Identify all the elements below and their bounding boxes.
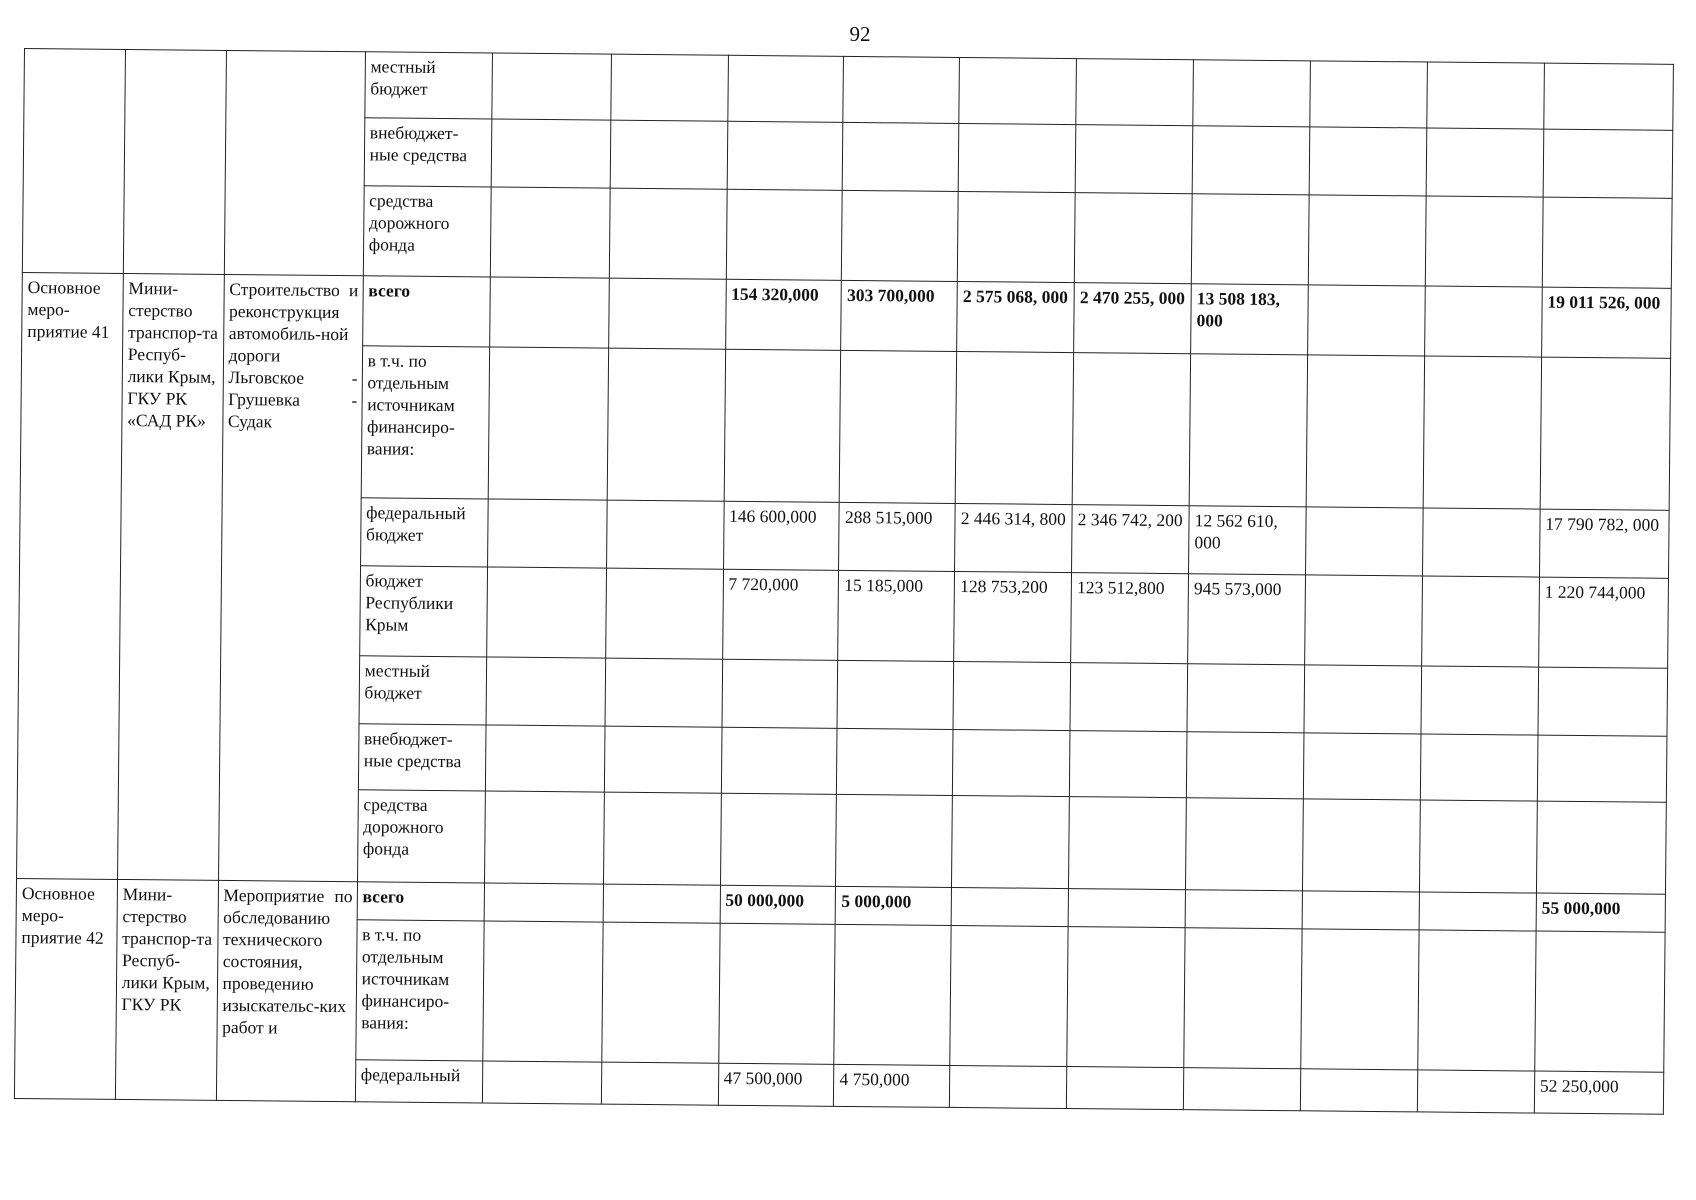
value-cell: 128 753,200 bbox=[954, 571, 1072, 662]
table-row bbox=[24, 49, 1674, 131]
value-cell bbox=[1419, 892, 1536, 931]
value-cell bbox=[842, 190, 959, 281]
status-cell bbox=[22, 49, 125, 274]
value-cell bbox=[1427, 62, 1545, 129]
budget-table bbox=[14, 48, 1674, 1115]
executor-cell: Мини-стерство транспор-та Респуб-лики Крым, ГКУ РК «САД РК» bbox=[117, 273, 224, 880]
event-name-cell bbox=[224, 50, 365, 275]
value-cell bbox=[1309, 127, 1427, 196]
value-cell bbox=[1305, 575, 1423, 666]
value-cell bbox=[1069, 797, 1187, 890]
value-cell bbox=[491, 53, 611, 120]
value-cell bbox=[601, 922, 719, 1063]
value-cell bbox=[1076, 59, 1194, 126]
source-cell: внебюджет-ные средства bbox=[358, 724, 486, 791]
value-cell bbox=[724, 349, 841, 502]
value-cell bbox=[727, 121, 844, 190]
value-cell bbox=[951, 887, 1068, 926]
value-cell bbox=[1538, 667, 1668, 736]
event-name-cell: Строительство и реконструкция автомобиль-ной дороги Льговское - Грушевка - Судак bbox=[218, 274, 363, 881]
value-cell bbox=[837, 660, 954, 729]
source-cell: средства дорожного фонда bbox=[357, 790, 485, 883]
value-cell bbox=[1544, 63, 1674, 130]
value-cell: 17 790 782, 000 bbox=[1539, 509, 1669, 578]
value-cell bbox=[610, 54, 728, 121]
value-cell bbox=[488, 347, 608, 500]
value-cell bbox=[950, 925, 1068, 1066]
value-cell bbox=[1184, 928, 1302, 1069]
value-cell: 4 750,000 bbox=[834, 1064, 950, 1107]
value-cell bbox=[1422, 576, 1540, 667]
value-cell bbox=[1183, 1068, 1300, 1111]
value-cell: 123 512,800 bbox=[1071, 573, 1189, 664]
value-cell bbox=[1537, 735, 1667, 802]
value-cell bbox=[610, 120, 728, 189]
value-cell bbox=[834, 924, 951, 1065]
value-cell bbox=[491, 119, 611, 188]
value-cell bbox=[1304, 665, 1422, 734]
value-cell bbox=[843, 56, 960, 123]
value-cell: 12 562 610, 000 bbox=[1189, 506, 1307, 575]
value-cell bbox=[1423, 356, 1541, 509]
value-cell bbox=[1191, 194, 1309, 285]
value-cell: 146 600,000 bbox=[723, 501, 840, 570]
value-cell bbox=[1542, 197, 1672, 288]
value-cell bbox=[1303, 733, 1421, 800]
value-cell bbox=[1067, 1067, 1184, 1110]
value-cell bbox=[1301, 929, 1419, 1070]
value-cell bbox=[722, 659, 839, 728]
value-cell: 288 515,000 bbox=[839, 502, 956, 571]
table-row bbox=[22, 272, 1672, 358]
value-cell bbox=[721, 727, 838, 794]
value-cell bbox=[1425, 196, 1543, 287]
source-cell: федеральный бюджет bbox=[360, 498, 488, 567]
executor-cell: Мини-стерство транспор-та Респуб-лики Крым, ГКУ РК bbox=[115, 879, 218, 1100]
value-cell bbox=[1187, 664, 1305, 733]
value-cell: 2 470 255, 000 bbox=[1074, 283, 1192, 354]
value-cell: 945 573,000 bbox=[1188, 574, 1306, 665]
source-cell: местный бюджет bbox=[365, 52, 493, 119]
value-cell bbox=[958, 123, 1076, 192]
value-cell bbox=[1193, 60, 1311, 127]
value-cell: 50 000,000 bbox=[720, 885, 836, 924]
value-cell bbox=[952, 795, 1070, 888]
value-cell: 19 011 526, 000 bbox=[1541, 287, 1671, 358]
value-cell bbox=[1075, 125, 1193, 194]
value-cell bbox=[1535, 931, 1665, 1072]
value-cell bbox=[482, 921, 602, 1062]
value-cell bbox=[1418, 930, 1536, 1071]
value-cell bbox=[603, 884, 720, 923]
value-cell bbox=[1186, 798, 1304, 891]
value-cell bbox=[1540, 357, 1671, 510]
value-cell bbox=[1425, 286, 1543, 357]
value-cell bbox=[1422, 508, 1540, 577]
value-cell bbox=[955, 351, 1073, 504]
source-cell: внебюджет-ные средства bbox=[364, 118, 492, 187]
value-cell bbox=[1070, 731, 1188, 798]
value-cell bbox=[1302, 799, 1420, 892]
value-cell bbox=[1543, 129, 1673, 198]
value-cell bbox=[1186, 732, 1304, 799]
value-cell bbox=[1306, 355, 1424, 508]
value-cell bbox=[720, 793, 837, 886]
value-cell bbox=[1420, 734, 1538, 801]
value-cell bbox=[607, 348, 725, 501]
value-cell bbox=[953, 729, 1071, 796]
value-cell bbox=[484, 883, 603, 922]
value-cell bbox=[950, 1065, 1067, 1108]
value-cell: 47 500,000 bbox=[718, 1063, 834, 1106]
value-cell: 7 720,000 bbox=[722, 569, 839, 660]
value-cell bbox=[1419, 800, 1537, 893]
value-cell bbox=[1421, 666, 1539, 735]
value-cell bbox=[485, 725, 605, 792]
value-cell: 2 446 314, 800 bbox=[955, 503, 1073, 572]
value-cell bbox=[604, 726, 722, 793]
value-cell: 154 320,000 bbox=[725, 279, 842, 350]
value-cell bbox=[1310, 61, 1428, 128]
value-cell bbox=[1068, 889, 1185, 928]
value-cell bbox=[1067, 927, 1185, 1068]
value-cell bbox=[959, 57, 1077, 124]
value-cell bbox=[1536, 801, 1666, 894]
value-cell bbox=[836, 794, 953, 887]
source-cell: местный бюджет bbox=[359, 656, 487, 725]
status-cell: Основное меро-приятие 41 bbox=[17, 272, 124, 879]
value-cell bbox=[1075, 193, 1193, 284]
value-cell bbox=[605, 658, 723, 727]
value-cell bbox=[487, 499, 607, 568]
source-cell: всего bbox=[357, 882, 484, 921]
value-cell bbox=[837, 728, 954, 795]
value-cell bbox=[490, 187, 610, 278]
source-cell: в т.ч. по отдельным источникам финансиро-вания: bbox=[361, 346, 489, 499]
value-cell bbox=[1308, 285, 1426, 356]
value-cell bbox=[1072, 353, 1190, 506]
page-number: 92 bbox=[849, 22, 871, 46]
value-cell bbox=[953, 661, 1071, 730]
value-cell bbox=[1306, 507, 1424, 576]
value-cell bbox=[605, 568, 723, 659]
source-cell: федеральный bbox=[355, 1060, 482, 1103]
value-cell bbox=[1308, 195, 1426, 286]
value-cell bbox=[1189, 354, 1307, 507]
value-cell: 303 700,000 bbox=[841, 280, 958, 351]
value-cell bbox=[1070, 663, 1188, 732]
value-cell: 1 220 744,000 bbox=[1538, 577, 1668, 668]
value-cell: 13 508 183, 000 bbox=[1191, 284, 1309, 355]
value-cell bbox=[486, 567, 606, 658]
value-cell bbox=[486, 657, 606, 726]
status-cell: Основное меро-приятие 42 bbox=[14, 878, 117, 1099]
value-cell bbox=[727, 55, 844, 122]
value-cell bbox=[843, 122, 960, 191]
value-cell bbox=[1185, 890, 1302, 929]
event-name-cell: Мероприятие по обследованию технического состояния, проведению изыскательс-ких работ и bbox=[216, 880, 357, 1101]
value-cell: 52 250,000 bbox=[1534, 1071, 1664, 1114]
value-cell bbox=[958, 191, 1076, 282]
value-cell bbox=[1192, 126, 1310, 195]
value-cell: 2 346 742, 200 bbox=[1072, 505, 1190, 574]
executor-cell bbox=[123, 49, 226, 274]
value-cell bbox=[726, 189, 843, 280]
value-cell bbox=[606, 500, 724, 569]
value-cell bbox=[1300, 1069, 1417, 1112]
source-cell: всего bbox=[362, 276, 490, 347]
value-cell: 55 000,000 bbox=[1536, 893, 1666, 932]
value-cell: 15 185,000 bbox=[838, 570, 955, 661]
value-cell bbox=[1426, 128, 1544, 197]
value-cell bbox=[609, 188, 727, 279]
value-cell bbox=[484, 791, 604, 884]
value-cell bbox=[608, 278, 726, 349]
budget-table-sheet bbox=[14, 48, 1674, 1115]
value-cell bbox=[718, 923, 835, 1064]
value-cell: 5 000,000 bbox=[836, 886, 952, 925]
value-cell: 2 575 068, 000 bbox=[957, 281, 1075, 352]
value-cell bbox=[489, 277, 609, 348]
value-cell bbox=[482, 1061, 601, 1104]
value-cell bbox=[1302, 891, 1419, 930]
source-cell: бюджет Республики Крым bbox=[359, 566, 487, 657]
source-cell: средства дорожного фонда bbox=[363, 186, 491, 277]
value-cell bbox=[601, 1062, 718, 1105]
value-cell bbox=[1417, 1070, 1534, 1113]
value-cell bbox=[840, 350, 957, 503]
value-cell bbox=[603, 792, 721, 885]
source-cell: в т.ч. по отдельным источникам финансиро-вания: bbox=[355, 920, 483, 1061]
